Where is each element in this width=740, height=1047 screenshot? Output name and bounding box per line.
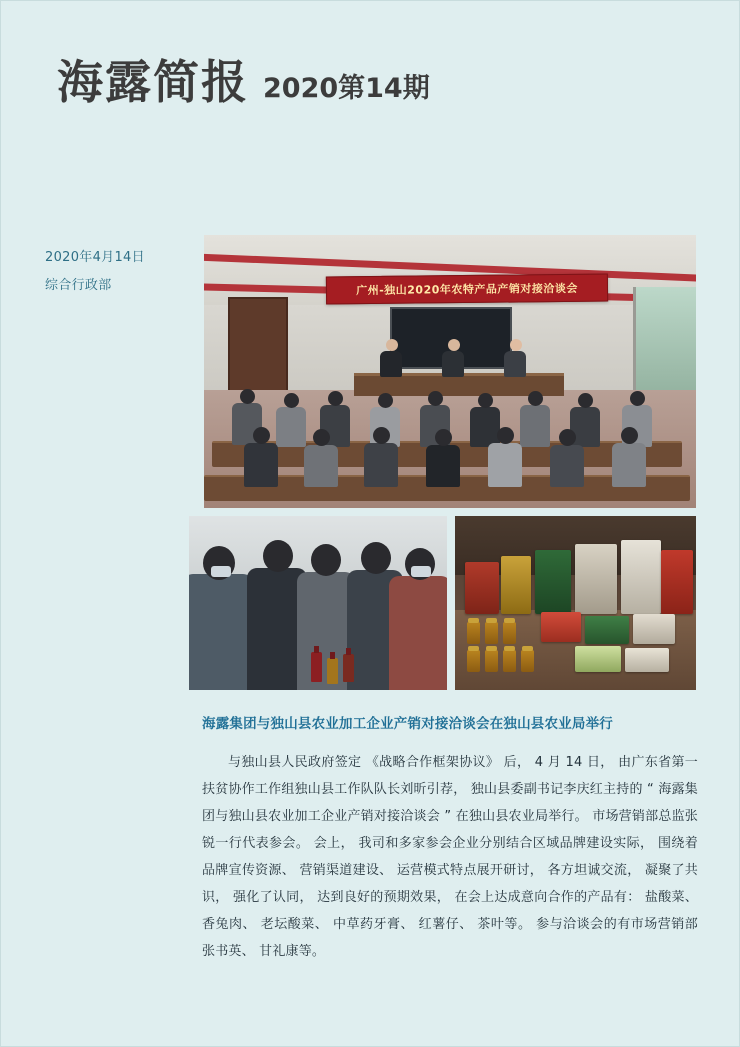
person-head xyxy=(559,429,576,446)
product-jar xyxy=(485,622,498,644)
product-package xyxy=(501,556,531,614)
door xyxy=(228,297,288,405)
photo-right xyxy=(455,516,696,690)
product-jar xyxy=(467,622,480,644)
person-head xyxy=(361,542,391,574)
person-head xyxy=(328,391,343,406)
photo-left-scene xyxy=(189,516,447,690)
face-mask-icon xyxy=(211,566,231,577)
person-body xyxy=(470,407,500,447)
person-head xyxy=(528,391,543,406)
person-head xyxy=(284,393,299,408)
person-head xyxy=(621,427,638,444)
person-head xyxy=(373,427,390,444)
person-body xyxy=(244,443,278,487)
photo-right-scene xyxy=(455,516,696,690)
product-jar xyxy=(485,650,498,672)
person-head xyxy=(240,389,255,404)
event-banner: 广州-独山2020年农特产品产销对接洽谈会 xyxy=(326,274,608,305)
photo-main-scene xyxy=(204,235,696,508)
window xyxy=(633,287,696,407)
product-package xyxy=(633,614,675,644)
product-bottle xyxy=(311,652,322,682)
person-head xyxy=(386,339,398,351)
person-head xyxy=(448,339,460,351)
person-head xyxy=(311,544,341,576)
product-package xyxy=(535,550,571,614)
person-body xyxy=(276,407,306,447)
person-head xyxy=(630,391,645,406)
person-head xyxy=(478,393,493,408)
person-body xyxy=(380,351,402,377)
photo-main xyxy=(204,235,696,508)
meta-column xyxy=(45,244,195,300)
person-head xyxy=(510,339,522,351)
product-package xyxy=(575,646,621,672)
issue-label: 2020第14期 xyxy=(263,73,430,104)
product-jar xyxy=(521,650,534,672)
person-head xyxy=(378,393,393,408)
product-bottle xyxy=(327,658,338,684)
article-body: 与独山县人民政府签定 《战略合作框架协议》 后， 4 月 14 日， 由广东省第一扶贫协作工作组独山县工作队队长刘昕引荐， 独山县委副书记李庆红主持的 “ 海露集团与独山县农业加工企业产销对接洽谈会 ” 在独山县农业局举行。 市场营销部总监张锐一行代表参会。 会上， 我司和多家参会企业分别结合区域品牌建设实际， 围绕着品牌宣传资源、 营销渠道建设、 运营模式特点展开研讨， 各方坦诚交流， 凝聚了共识， 强化了认同， 达到良好的预期效果， 在会上达成意向合作的产品有： 盐酸菜、 香兔肉、 老坛酸菜、 中草药牙膏、 红薯仔、 茶叶等。 参与洽谈会的有市场营销部张书英、 甘礼康等。 xyxy=(202,755,698,959)
product-package xyxy=(575,544,617,614)
person-head xyxy=(578,393,593,408)
person-body xyxy=(389,576,447,690)
person-body xyxy=(520,405,550,447)
person-body xyxy=(426,445,460,487)
person-body xyxy=(304,445,338,487)
face-mask-icon xyxy=(411,566,431,577)
product-package xyxy=(661,550,693,614)
person-head xyxy=(263,540,293,572)
product-jar xyxy=(503,650,516,672)
product-package xyxy=(625,648,669,672)
article-headline: 海露集团与独山县农业加工企业产销对接洽谈会在独山县农业局举行 xyxy=(202,716,613,732)
product-package xyxy=(621,540,661,614)
person-body xyxy=(364,443,398,487)
photo-left xyxy=(189,516,447,690)
person-body xyxy=(189,574,253,690)
page-title: 海露简报 xyxy=(57,55,249,109)
product-jar xyxy=(503,622,516,644)
product-jar xyxy=(467,650,480,672)
product-package xyxy=(541,612,581,642)
person-head xyxy=(497,427,514,444)
product-bottle xyxy=(343,654,354,682)
person-head xyxy=(428,391,443,406)
product-package xyxy=(465,562,499,614)
person-body xyxy=(612,443,646,487)
person-head xyxy=(313,429,330,446)
publish-date: 2020年4月14日 xyxy=(45,250,145,265)
department-label: 综合行政部 xyxy=(45,278,112,293)
person-head xyxy=(435,429,452,446)
product-package xyxy=(585,616,629,644)
person-body xyxy=(488,443,522,487)
person-body xyxy=(550,445,584,487)
person-body xyxy=(442,351,464,377)
masthead xyxy=(57,55,430,109)
person-body xyxy=(504,351,526,377)
person-head xyxy=(253,427,270,444)
